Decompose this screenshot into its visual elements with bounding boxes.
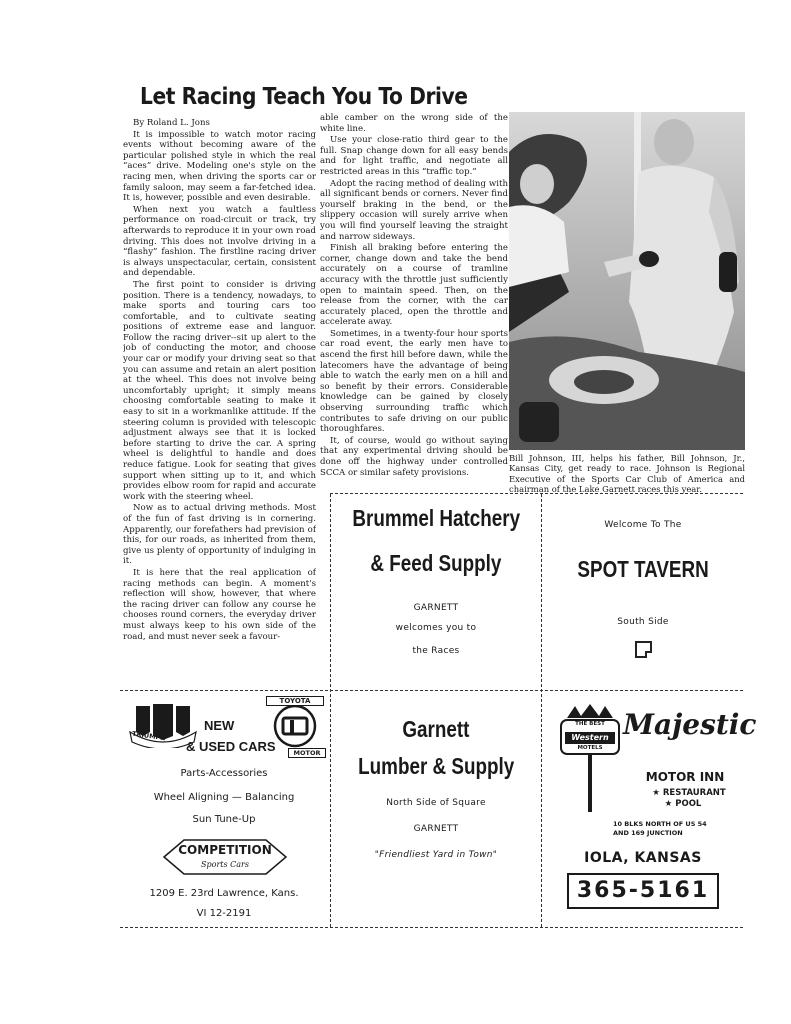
ad-town: GARNETT xyxy=(413,603,459,613)
article-title: Let Racing Teach You To Drive xyxy=(140,84,468,110)
ad-text: ★ RESTAURANT xyxy=(652,788,726,798)
ad-headline: NEW xyxy=(204,718,235,733)
ad-headline: Lumber & Supply xyxy=(357,753,515,779)
ad-headline: Brummel Hatchery xyxy=(352,505,520,531)
toyota-logo-icon xyxy=(268,698,322,752)
divider xyxy=(330,494,331,927)
motor-label: MOTOR xyxy=(288,748,326,758)
triumph-label: TRIUMPH xyxy=(131,729,167,743)
competition-logo-sub: Sports Cars xyxy=(201,860,249,869)
toyota-label: TOYOTA xyxy=(266,696,324,706)
paragraph: It, of course, would go without saying that any experimental driving should be done off the highway under controlled SCCA or similar safety provisions. xyxy=(320,435,508,478)
divider xyxy=(541,494,542,927)
ad-text: welcomes you to xyxy=(395,623,477,633)
ad-address: 1209 E. 23rd Lawrence, Kans. xyxy=(149,888,299,899)
ad-text: the Races xyxy=(412,646,460,656)
paragraph: Adopt the racing method of dealing with all significant bends or corners. Never find yourself braking in the bend, or the slippery occasion will surely arrive when you will find yourself leaving the straight and narrow sideways. xyxy=(320,178,508,242)
paragraph: It is here that the real application of racing methods can begin. A moment's reflection will show, however, that where the racing driver can follow any course he chooses round corners, the everyday driver must always keep to his own side of the road, and must never seek a favour- xyxy=(123,567,316,642)
ad-text: AND 169 JUNCTION xyxy=(613,829,683,837)
paragraph: able camber on the wrong side of the white line. xyxy=(320,113,508,134)
article-column-1 xyxy=(123,118,316,688)
article-column-2 xyxy=(320,113,508,491)
divider xyxy=(120,927,743,928)
photo-caption: Bill Johnson, III, helps his father, Bill Johnson, Jr., Kansas City, get ready to race. Johnson is Regional Executive of the Sports Car Club of America and chairman of the Lake Garnett races this year. xyxy=(509,453,745,495)
ad-city: IOLA, KANSAS xyxy=(584,850,702,866)
spot-tavern-ad xyxy=(543,520,743,658)
competition-logo-name: COMPETITION xyxy=(178,843,272,857)
paragraph: Use your close-ratio third gear to the full. Snap change down for all easy bends and for light traffic, and negotiate all restricted areas in this “traffic top.” xyxy=(320,135,508,177)
location-map-icon xyxy=(635,641,652,658)
competition-sports-cars-ad xyxy=(120,696,328,926)
ad-text: North Side of Square xyxy=(386,798,486,808)
ad-text: South Side xyxy=(617,617,669,627)
ad-text: ★ POOL xyxy=(664,799,702,809)
race-photo xyxy=(509,112,745,450)
sign-text: Western xyxy=(571,733,609,742)
divider xyxy=(330,493,743,494)
ad-text: Sun Tune-Up xyxy=(192,814,256,825)
paragraph: It is impossible to watch motor racing events without becoming aware of the particular polished style in which the real “aces” drive. Modeling one's style on the racing men, when driving the sports car or family saloon, may seem a far-fetched idea. It is, however, possible and even desirable. xyxy=(123,129,316,204)
ad-headline: Garnett xyxy=(402,716,470,742)
byline: By Roland L. Jons xyxy=(133,118,210,128)
ad-phone: VI 12-2191 xyxy=(196,908,252,919)
garnett-lumber-ad xyxy=(332,716,540,860)
paragraph: Finish all braking before entering the corner, change down and take the bend accurately on a course of tramline accuracy with the throttle just sufficiently open to maintain speed. Then, on the release from the corner, with the car accurately placed, open the throttle and accelerate away. xyxy=(320,243,508,328)
paragraph: When next you watch a faultless performance on road-circuit or track, try afterwards to reproduce it in your own road driving. This does not involve driving in a “flashy” fashion. The firstline racing driver is always unspectacular, certain, consistent and dependable. xyxy=(123,204,316,279)
sign-text: MOTELS xyxy=(577,745,603,751)
ad-text: Wheel Aligning — Balancing xyxy=(153,792,295,803)
majestic-logo: Majestic xyxy=(623,708,757,741)
ad-text: 10 BLKS NORTH OF US 54 xyxy=(613,820,707,828)
sign-text: THE BEST xyxy=(575,721,605,727)
ad-headline: SPOT TAVERN xyxy=(577,556,709,582)
ad-text: Welcome To The xyxy=(604,520,682,530)
brummel-hatchery-ad xyxy=(332,505,540,656)
paragraph: Now as to actual driving methods. Most of the fun of fast driving is in cornering. Apparently, our forefathers had prevision of this, for our roads, as inherited from them, give us plenty of opportunity of indulging in it. xyxy=(123,503,316,567)
ad-phone: 365-5161 xyxy=(567,873,719,909)
paragraph: The first point to consider is driving position. There is a tendency, nowadays, to make sports and touring cars too comfortable, and to cultivate seating positions of extreme ease and languor. Follow the racing driver--sit up alert to the job of conducting the motor, and choose your car or modify your driving seat so that you can assume and retain an alert position at the wheel. This does not involve being uncomfortably upright; it simply means choosing comfortable seating to make it easy to sit in a workmanlike attitude. If the steering column is provided with telescopic adjustment always see that it is locked before starting to drive the car. A spring wheel is delightful to handle and does reduce fatigue. Look for seating that gives support when sitting up to it, and which provides elbow room for rapid and accurate work with the steering wheel. xyxy=(123,279,316,502)
ad-town: GARNETT xyxy=(413,824,459,834)
ad-text: Parts-Accessories xyxy=(180,768,268,779)
ad-headline: MOTOR INN xyxy=(645,770,725,784)
divider xyxy=(120,690,743,691)
ad-slogan: "Friendliest Yard in Town" xyxy=(374,850,498,860)
majestic-motor-inn-ad xyxy=(543,696,757,926)
ad-headline: & Feed Supply xyxy=(370,550,502,576)
ad-headline: & USED CARS xyxy=(186,739,276,754)
paragraph: Sometimes, in a twenty-four hour sports car road event, the early men have to ascend the first hill before dawn, while the latecomers have the advantage of being able to watch the early men on a hill and so benefit by their errors. Considerable knowledge can be gained by closely observing surrounding traffic which contributes to safe driving on our public thoroughfares. xyxy=(320,328,508,435)
